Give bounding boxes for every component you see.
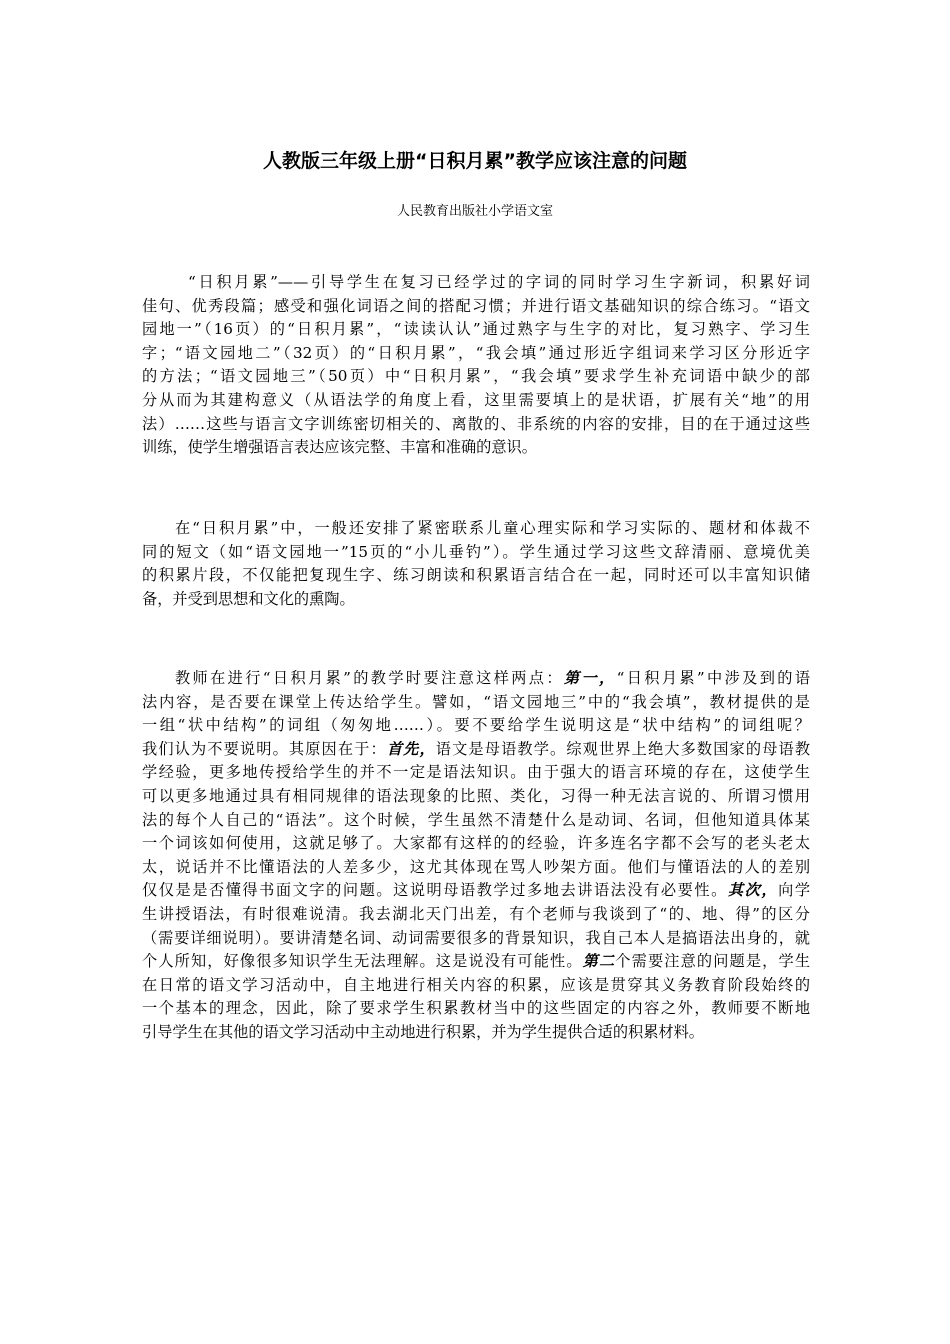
paragraph-3 bbox=[142, 667, 810, 1045]
paragraph-3-line: 法的每个人自己的“语法”。这个时候，学生虽然不清楚什么是动词、名词，但他知道具体某 bbox=[142, 810, 810, 829]
text-run: 我们认为不要说明。其原因在于： bbox=[142, 739, 387, 758]
paragraph-3-line bbox=[142, 879, 810, 903]
text-run: 个人所知，好像很多知识学生无法理解。这是说没有可能性。 bbox=[142, 952, 583, 971]
paragraph-1-line: 园地一”（16页）的“日积月累”，“读读认认”通过熟字与生字的对比，复习熟字、学习生 bbox=[142, 320, 810, 339]
text-run: 向学 bbox=[778, 881, 811, 900]
paragraph-1-line: 字；“语文园地二”（32页）的“日积月累”，“我会填”通过形近字组词来学习区分形近字 bbox=[142, 343, 810, 362]
paragraph-3-line: 可以更多地通过具有相同规律的语法现象的比照、类化，习得一种无法言说的、所谓习惯用 bbox=[142, 786, 810, 805]
emphasis-first: 第一， bbox=[563, 669, 617, 687]
paragraph-1-line: “日积月累”——引导学生在复习已经学过的字词的同时学习生字新词，积累好词 bbox=[188, 273, 810, 291]
paragraph-1 bbox=[142, 271, 810, 460]
emphasis-second: 第二 bbox=[582, 952, 616, 971]
paragraph-1-line: 训练，使学生增强语言表达应该完整、丰富和准确的意识。 bbox=[142, 438, 537, 457]
paragraph-2-line: 备，并受到思想和文化的熏陶。 bbox=[142, 589, 355, 608]
paragraph-3-line bbox=[142, 950, 810, 974]
paragraph-1-line: 法）……这些与语言文字训练密切相关的、离散的、非系统的内容的安排，目的在于通过这些 bbox=[142, 414, 810, 433]
paragraph-3-line: 太，说话并不比懂语法的人差多少，这尤其体现在骂人吵架方面。他们与懂语法的人的差别 bbox=[142, 857, 810, 876]
paragraph-3-line: （需要详细说明）。要讲清楚名词、动词需要很多的背景知识，我自己本人是搞语法出身的，就 bbox=[142, 928, 810, 947]
text-run: 仅仅是是否懂得书面文字的问题。这说明母语教学过多地去讲语法没有必要性。 bbox=[142, 881, 728, 900]
paragraph-2-line: 同的短文（如“语文园地一”15页的“小儿垂钓”）。学生通过学习这些文辞清丽、意境优美 bbox=[142, 542, 810, 561]
text-run: 语文是母语教学。综观世界上绝大多数国家的母语教 bbox=[435, 739, 811, 758]
paragraph-3-line bbox=[142, 738, 810, 762]
document-title: 人教版三年级上册“日积月累”教学应该注意的问题 bbox=[263, 150, 687, 172]
text-run: 教师在进行“日积月累”的教学时要注意这样两点： bbox=[175, 669, 564, 687]
paragraph-3-line bbox=[142, 667, 810, 691]
paragraph-1-line: 佳句、优秀段篇；感受和强化词语之间的搭配习惯；并进行语文基础知识的综合练习。“语文 bbox=[142, 296, 810, 315]
paragraph-3-line: 引导学生在其他的语文学习活动中主动地进行积累，并为学生提供合适的积累材料。 bbox=[142, 1022, 704, 1041]
text-run: “日积月累”中涉及到的语 bbox=[616, 669, 811, 687]
paragraph-3-line: 生讲授语法，有时很难说清。我去湖北天门出差，有个老师与我谈到了“的、地、得”的区分 bbox=[142, 904, 810, 923]
emphasis-secondly: 其次， bbox=[727, 881, 779, 900]
paragraph-3-line: 一个词该如何使用，这就足够了。大家都有这样的的经验，许多连名字都不会写的老头老太 bbox=[142, 834, 810, 853]
paragraph-3-line: 一个基本的理念，因此，除了要求学生积累教材当中的这些固定的内容之外，教师要不断地 bbox=[142, 999, 810, 1018]
paragraph-2-line: 在“日积月累”中，一般还安排了紧密联系儿童心理实际和学习实际的、题材和体裁不 bbox=[175, 519, 810, 537]
paragraph-3-line: 一组“状中结构”的词组（匆匆地……）。要不要给学生说明这是“状中结构”的词组呢？ bbox=[142, 716, 810, 735]
paragraph-2 bbox=[142, 517, 810, 611]
paragraph-1-line: 的方法；“语文园地三”（50页）中“日积月累”，“我会填”要求学生补充词语中缺少的部 bbox=[142, 367, 810, 386]
emphasis-firstly: 首先， bbox=[386, 739, 436, 758]
paragraph-1-line: 分从而为其建构意义（从语法学的角度上看，这里需要填上的是状语，扩展有关“地”的用 bbox=[142, 390, 810, 409]
document-author: 人民教育出版社小学语文室 bbox=[396, 204, 553, 219]
paragraph-2-line: 的积累片段，不仅能把复现生字、练习朗读和积累语言结合在一起，同时还可以丰富知识储 bbox=[142, 566, 810, 585]
paragraph-3-line: 学经验，更多地传授给学生的并不一定是语法知识。由于强大的语言环境的存在，这使学生 bbox=[142, 763, 810, 782]
text-run: 个需要注意的问题是，学生 bbox=[615, 952, 811, 971]
paragraph-3-line: 法内容，是否要在课堂上传达给学生。譬如，“语文园地三”中的“我会填”，教材提供的是 bbox=[142, 692, 810, 711]
paragraph-3-line: 在日常的语文学习活动中，自主地进行相关内容的积累，应该是贯穿其义务教育阶段始终的 bbox=[142, 975, 810, 994]
